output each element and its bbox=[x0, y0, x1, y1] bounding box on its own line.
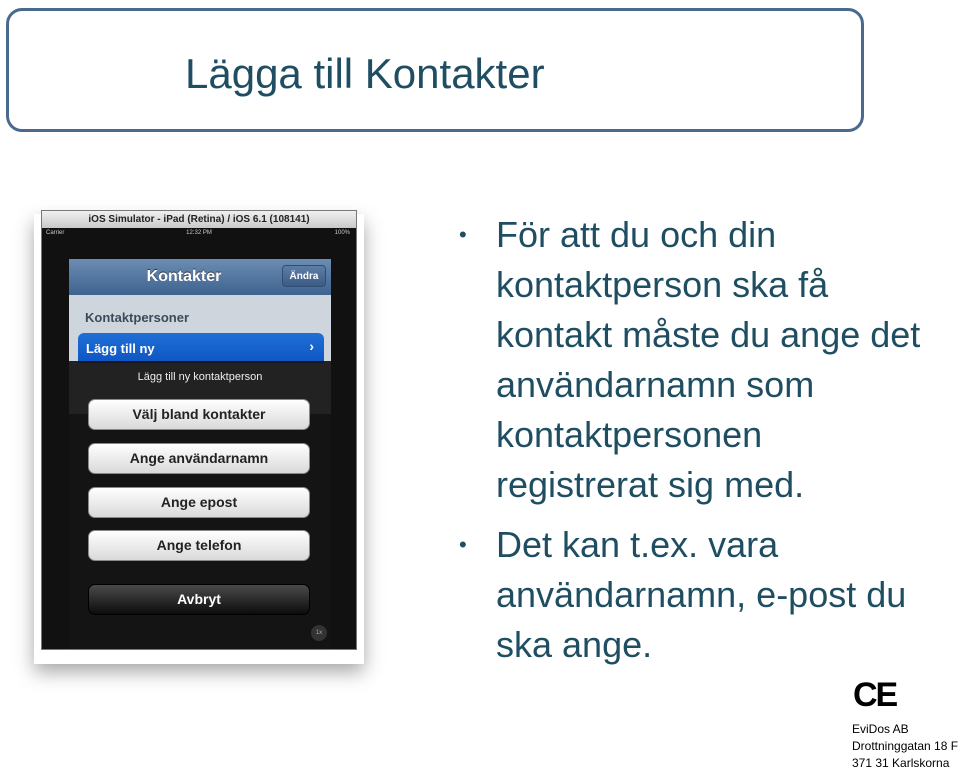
bullet-icon: • bbox=[459, 532, 467, 557]
carrier-label: Carrier bbox=[46, 230, 65, 236]
navbar-title: Kontakter bbox=[146, 268, 222, 285]
scale-badge: 1x bbox=[311, 625, 327, 641]
edit-button[interactable]: Ändra bbox=[282, 265, 326, 287]
add-new-label: Lägg till ny bbox=[86, 341, 155, 356]
clock-label: 12:32 PM bbox=[186, 230, 212, 236]
enter-username-button[interactable]: Ange användarnamn bbox=[88, 443, 310, 474]
bullet-item bbox=[455, 520, 925, 670]
add-new-row[interactable] bbox=[78, 333, 324, 363]
bullet-text: Det kan t.ex. vara användarnamn, e-post du ska ange. bbox=[496, 524, 907, 665]
cancel-button[interactable]: Avbryt bbox=[88, 584, 310, 615]
bullet-icon: • bbox=[459, 222, 467, 247]
ios-simulator-window bbox=[41, 210, 357, 650]
bullet-text: För att du och din kontaktperson ska få kontakt måste du ange det användarnamn som kontaktpersonen registrerat sig med. bbox=[496, 214, 921, 505]
bullet-item bbox=[455, 210, 925, 510]
status-bar bbox=[42, 228, 356, 240]
ce-mark-icon: CE bbox=[853, 676, 897, 714]
company-name: EviDos AB bbox=[852, 722, 909, 736]
simulator-title-bar[interactable]: iOS Simulator - iPad (Retina) / iOS 6.1 (108141) bbox=[42, 211, 356, 228]
company-street: Drottninggatan 18 F bbox=[852, 739, 959, 753]
chevron-right-icon: › bbox=[309, 338, 314, 354]
section-header: Kontaktpersoner bbox=[85, 310, 190, 325]
battery-label: 100% bbox=[334, 230, 350, 236]
company-city: 371 31 Karlskorna bbox=[852, 756, 950, 770]
action-sheet-title: Lägg till ny kontaktperson bbox=[137, 371, 263, 383]
navigation-bar bbox=[69, 259, 331, 295]
slide-title: Lägga till Kontakter bbox=[185, 50, 545, 97]
action-sheet bbox=[69, 361, 331, 649]
choose-from-contacts-button[interactable]: Välj bland kontakter bbox=[88, 399, 310, 430]
bullet-list bbox=[455, 210, 925, 680]
enter-phone-button[interactable]: Ange telefon bbox=[88, 530, 310, 561]
enter-email-button[interactable]: Ange epost bbox=[88, 487, 310, 518]
company-address bbox=[852, 721, 958, 772]
